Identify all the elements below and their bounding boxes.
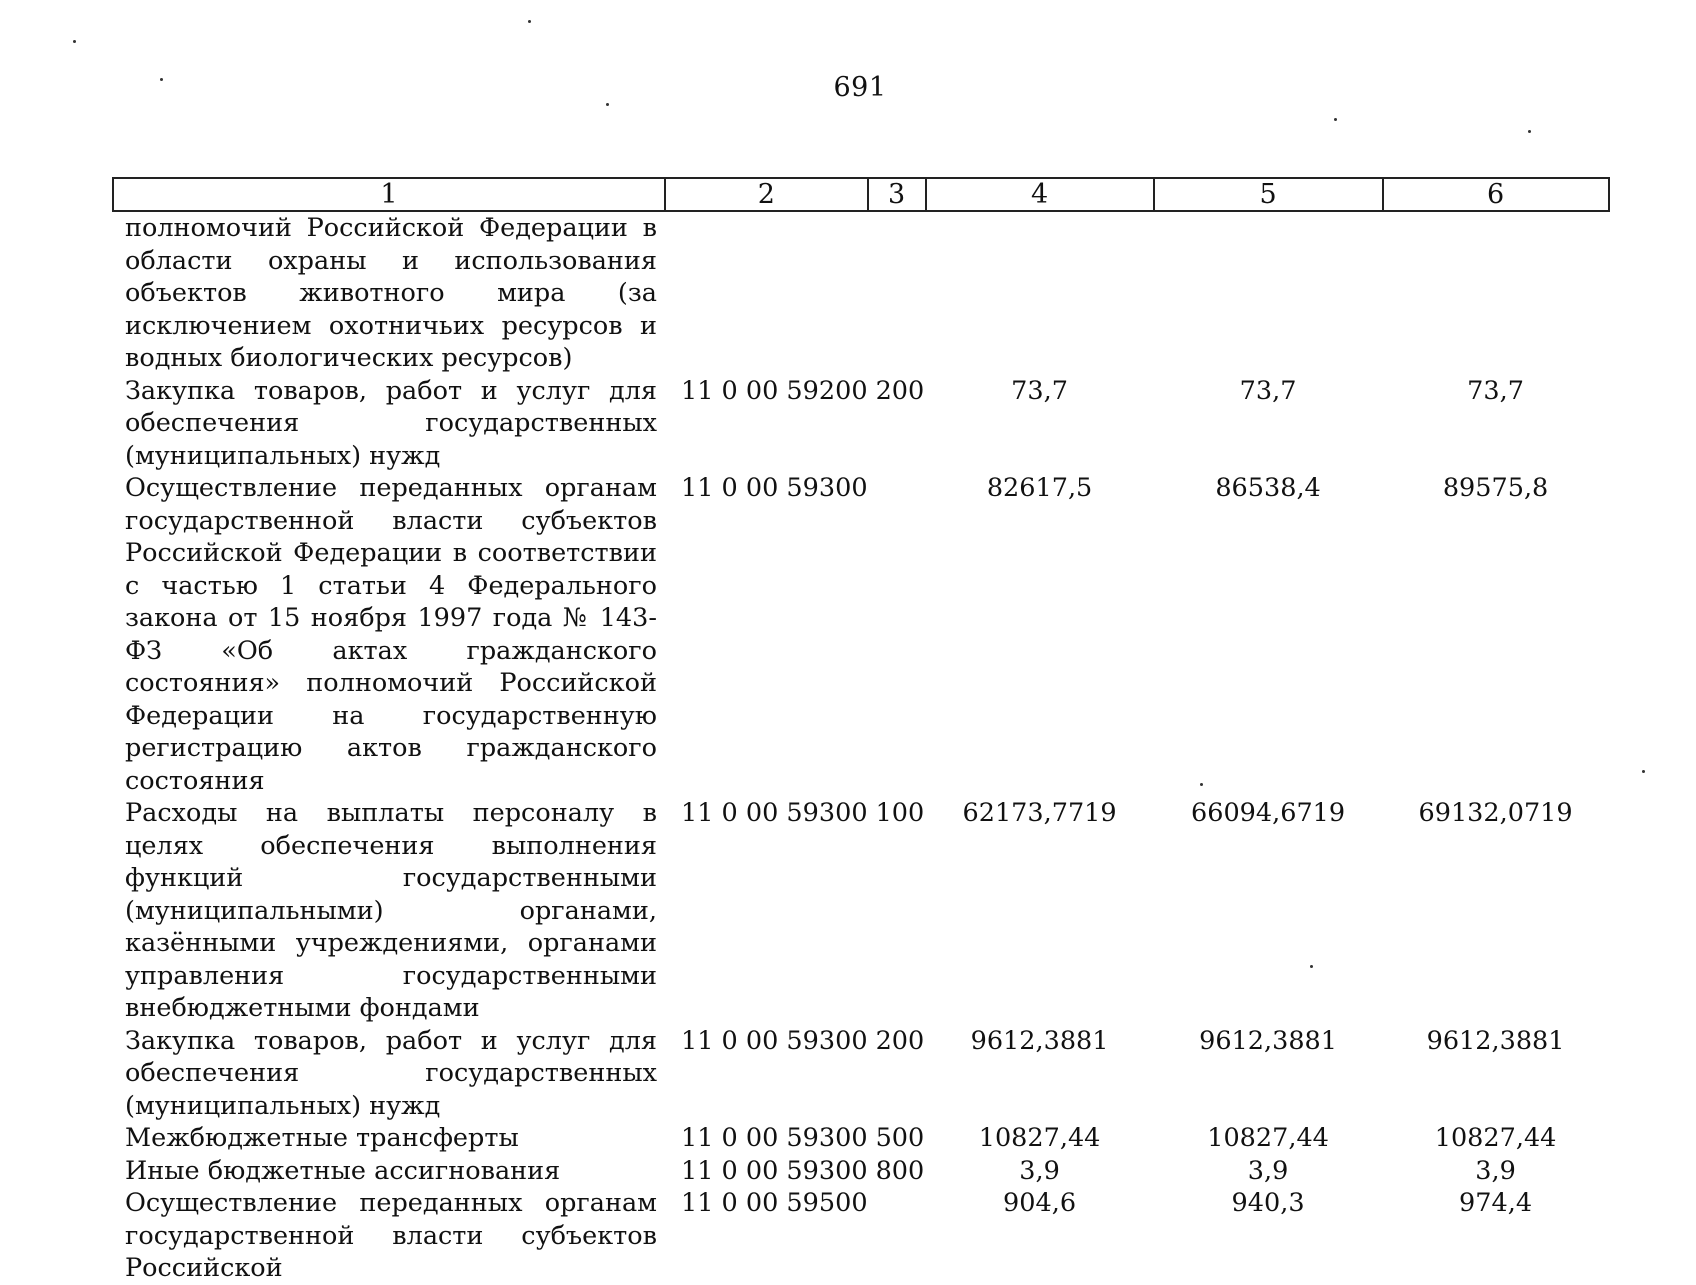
row-description: Межбюджетные трансферты xyxy=(125,1123,519,1153)
column-header-1: 1 xyxy=(113,178,665,211)
amount-col-5: 3,9 xyxy=(1247,1155,1289,1186)
amount-col-6: 69132,0719 xyxy=(1418,798,1573,828)
column-header-5: 5 xyxy=(1154,178,1383,211)
amount-col-5: 73,7 xyxy=(1239,375,1297,406)
target-article-code: 11 0 00 59300 xyxy=(681,1155,868,1186)
table-header xyxy=(113,178,1609,211)
target-article-code: 11 0 00 59200 xyxy=(681,375,868,406)
amount-col-4: 82617,5 xyxy=(986,473,1093,503)
expense-type-code xyxy=(868,211,926,375)
amount-col-6 xyxy=(1383,211,1609,375)
expense-type-code xyxy=(868,1187,926,1285)
target-article-code xyxy=(665,211,868,375)
row-description: Расходы на выплаты персоналу в целях обеспечения выполнения функций государственными (муниципальными) органами, казёнными учреждениями, органами управления государственными внебюджетными фондами xyxy=(125,798,657,1023)
table-row xyxy=(113,472,1609,797)
table-body xyxy=(113,211,1609,1285)
amount-col-4: 73,7 xyxy=(1011,375,1068,406)
amount-col-5: 66094,6719 xyxy=(1191,798,1346,828)
target-article-code: 11 0 00 59300 xyxy=(681,1123,868,1153)
scan-speck xyxy=(1642,770,1645,773)
amount-col-5: 10827,44 xyxy=(1207,1123,1329,1153)
row-description: Осуществление переданных органам государственной власти субъектов Российской xyxy=(125,1188,657,1283)
amount-col-6: 89575,8 xyxy=(1442,473,1549,503)
row-description: полномочий Российской Федерации в области охраны и использования объектов животного мира (за исключением охотничьих ресурсов и водных биологических ресурсов) xyxy=(125,213,657,373)
budget-table xyxy=(112,177,1610,1285)
target-article-code: 11 0 00 59300 xyxy=(681,473,868,503)
scan-speck xyxy=(1334,118,1337,121)
scan-speck xyxy=(528,20,531,23)
amount-col-6: 974,4 xyxy=(1459,1188,1533,1218)
amount-col-6: 10827,44 xyxy=(1434,1123,1557,1153)
header-row xyxy=(113,178,1609,211)
row-description: Закупка товаров, работ и услуг для обеспечения государственных (муниципальных) нужд xyxy=(125,375,657,471)
expense-type-code: 500 xyxy=(875,1123,925,1153)
scan-speck xyxy=(1200,783,1203,786)
target-article-code: 11 0 00 59500 xyxy=(681,1188,868,1218)
amount-col-4: 3,9 xyxy=(1019,1155,1060,1186)
scan-speck xyxy=(1310,965,1313,968)
expense-type-code: 200 xyxy=(875,1025,925,1056)
expense-type-code: 100 xyxy=(875,798,925,828)
scan-speck xyxy=(160,78,163,81)
row-description: Осуществление переданных органам государственной власти субъектов Российской Федерации в соответствии с частью 1 статьи 4 Федерального закона от 15 ноября 1997 года № 143-ФЗ «Об актах гражданского состояния» полномочий Российской Федерации на государственную регистрацию актов гражданского состояния xyxy=(125,473,657,796)
target-article-code: 11 0 00 59300 xyxy=(681,1025,868,1056)
target-article-code: 11 0 00 59300 xyxy=(681,798,868,828)
amount-col-4: 10827,44 xyxy=(978,1123,1101,1153)
amount-col-5 xyxy=(1154,211,1383,375)
expense-type-code xyxy=(868,472,926,797)
amount-col-6: 9612,3881 xyxy=(1426,1025,1565,1056)
amount-col-4: 9612,3881 xyxy=(970,1025,1109,1056)
expense-type-code: 200 xyxy=(875,375,925,406)
table-row xyxy=(113,1122,1609,1155)
amount-col-5: 940,3 xyxy=(1231,1188,1305,1218)
amount-col-6: 73,7 xyxy=(1467,375,1524,406)
amount-col-4: 62173,7719 xyxy=(962,798,1117,828)
table-row xyxy=(113,797,1609,1025)
scan-speck xyxy=(73,40,76,43)
table-row xyxy=(113,1187,1609,1285)
table-row xyxy=(113,211,1609,375)
column-header-3: 3 xyxy=(868,178,926,211)
table-row xyxy=(113,375,1609,473)
table-row xyxy=(113,1025,1609,1123)
amount-col-6: 3,9 xyxy=(1475,1155,1516,1186)
row-description: Иные бюджетные ассигнования xyxy=(125,1155,561,1186)
page-number: 691 xyxy=(833,72,887,103)
scan-speck xyxy=(606,103,609,106)
expense-type-code: 800 xyxy=(875,1155,925,1186)
amount-col-4: 904,6 xyxy=(1003,1188,1077,1218)
column-header-4: 4 xyxy=(926,178,1154,211)
table-row xyxy=(113,1155,1609,1188)
column-header-2: 2 xyxy=(665,178,868,211)
scan-speck xyxy=(1528,130,1531,133)
column-header-6: 6 xyxy=(1383,178,1609,211)
amount-col-5: 9612,3881 xyxy=(1199,1025,1338,1056)
amount-col-4 xyxy=(926,211,1154,375)
amount-col-5: 86538,4 xyxy=(1215,473,1321,503)
row-description: Закупка товаров, работ и услуг для обеспечения государственных (муниципальных) нужд xyxy=(125,1025,657,1121)
